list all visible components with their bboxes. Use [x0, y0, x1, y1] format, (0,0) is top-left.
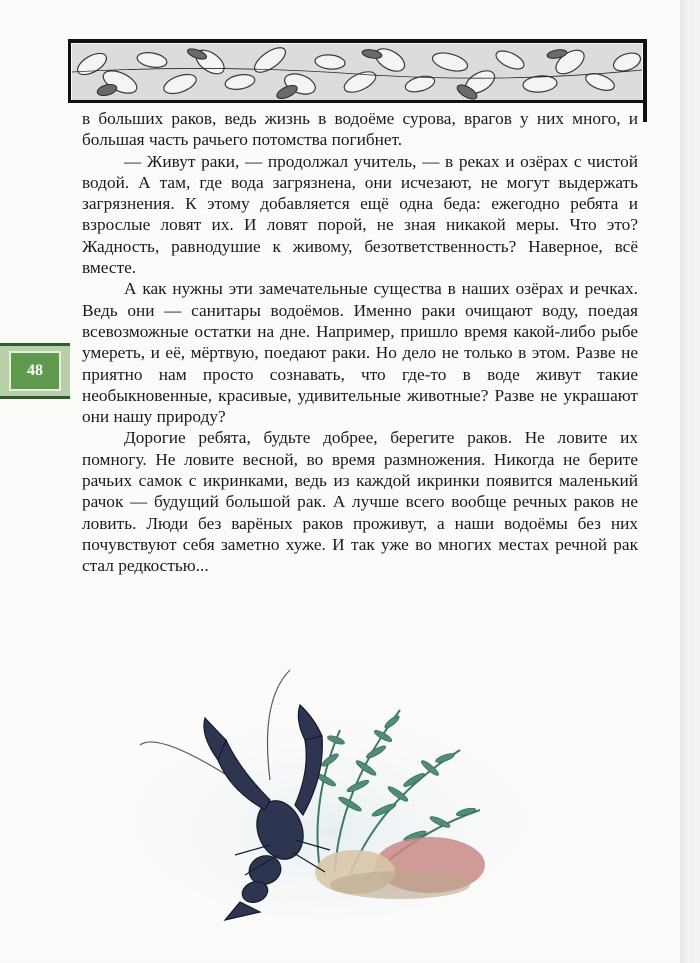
header-frame-bottom — [68, 100, 647, 103]
header-frame-left — [68, 40, 71, 102]
paragraph-3: А как нужны эти замечательные существа в наших озёрах и речках. Ведь они — санитары водоёмов. Именно раки очищают воду, поедая всевозможные остатки на дне. Например, пришло время какой-либо рыбе умереть, и её, мёртвую, поедают раки. Но дело не только в этом. Разве не приятно нам просто сознавать, что где-то в воде живут такие необыкновенные, красивые, удивительные животные? Разве не украшают они нашу природу? — [82, 279, 638, 427]
paragraph-4: Дорогие ребята, будьте добрее, берегите раков. Не ловите их помногу. Не ловите весной, во время размножения. Никогда не берите рачьих самок с икринками, ведь из каждой икринки появится маленький рачок — будущий большой рак. А лучше всего вообще речных раков не ловить. Люди без варёных раков проживут, а наши водоёмы без них почувствуют себя заметно хуже. И так уже во многих местах речной рак стал редкостью... — [82, 428, 638, 576]
leaf-ornament-band — [72, 44, 642, 100]
header-frame-right — [643, 40, 647, 122]
body-text — [82, 108, 638, 577]
header-frame-top — [68, 39, 647, 43]
page-number-tab — [0, 343, 70, 399]
page-edge — [680, 0, 690, 963]
paragraph-2: — Живут раки, — продолжал учитель, — в реках и озёрах с чистой водой. А там, где вода загрязнена, они исчезают, не могут выдержать загрязнения. К этому добавляется ещё одна беда: ежегодно ребята и взрослые ловят их. И ловят порой, не зная никакой меры. Что это? Жадность, равнодушие к живому, безответственность? Наверное, всё вместе. — [82, 151, 638, 278]
page-number: 48 — [9, 351, 61, 391]
paragraph-1: в больших раков, ведь жизнь в водоёме сурова, врагов у них много, и большая часть рачьего потомства погибнет. — [82, 109, 638, 150]
crayfish-illustration — [100, 640, 540, 930]
